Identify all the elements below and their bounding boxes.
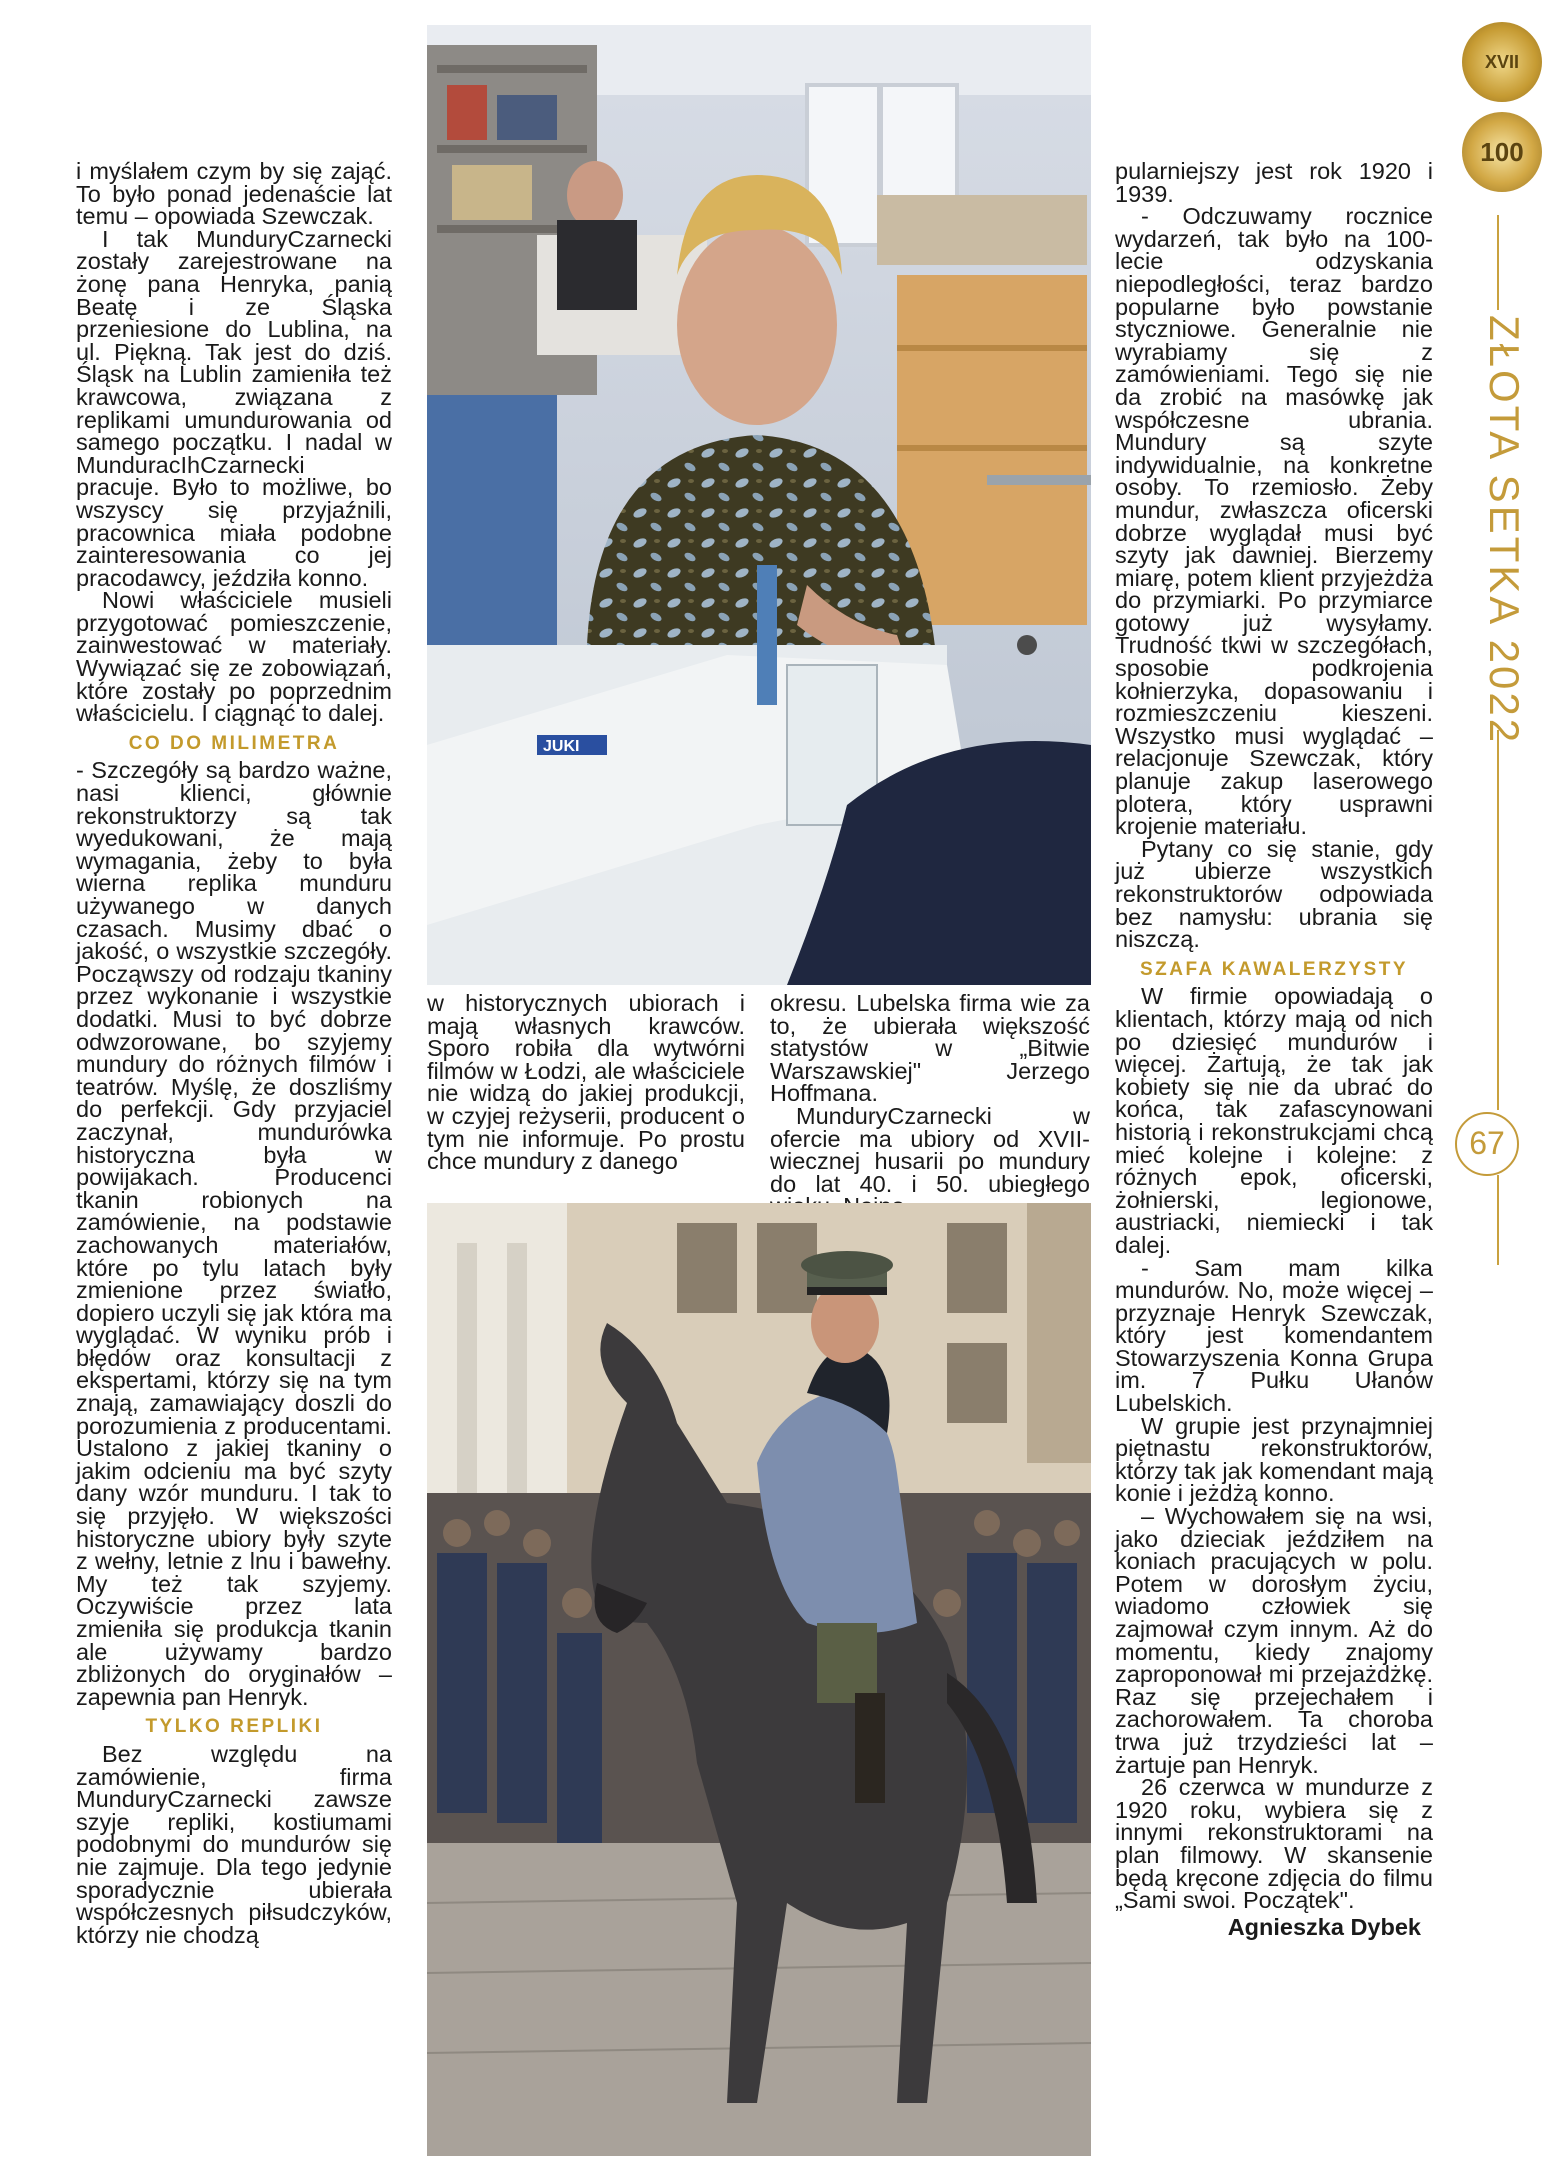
horse-rider-photo xyxy=(427,1203,1091,2156)
badge-top-text: XVII xyxy=(1484,52,1519,72)
article-column-4 xyxy=(1115,160,1433,1938)
paragraph: I tak MunduryCzarnecki zostały zarejestrowane na żonę pana Henryka, panią Beatę i ze Śląska przeniesione do Lublina, na ul. Piękną. Tak jest do dziś. Śląsk na Lublin zamieniła też krawcowa, związana z replikami umundurowania od samego początku. I nadal w MunduracIhCzarnecki pracuje. Było to możliwe, bo wszyscy się przyjaźnili, pracownica miała podobne zainteresowania co jej pracodawcy, jeździła konno. xyxy=(76,225,392,591)
paragraph: pularniejszy jest rok 1920 i 1939. xyxy=(1115,158,1433,207)
margin-rule-top xyxy=(1497,215,1499,310)
paragraph: - Szczegóły są bardzo ważne, nasi klienci, głównie rekonstruktorzy są tak wyedukowani, że mają wymagania, żeby to była wierna replika munduru używanego w danych czasach. Musimy dbać o jakość, o wszystkie szczegóły. Począwszy od rodzaju tkaniny przez wykonanie i wszystkie dodatki. Musi to być dobrze odwzorowane, bo szyjemy mundury do różnych filmów i teatrów. Myślę, że doszliśmy do perfekcji. Gdy przyjaciel zaczynał, mundurówka historyczna była w powijakach. Producenci tkanin robionych na zamówienie, na podstawie zachowanych materiałów, które po tylu latach były zmienione przez światło, dopiero uczyli się jak która ma wyglądać. W wyniku prób i błędów oraz konsultacji z ekspertami, którzy się na tym znają, zamawiający doszli do porozumienia z producentami. Ustalono z jakiej tkaniny o jakim odcieniu ma być szyty dany wzór munduru. I tak to się przyjęło. W większości historyczne ubiory były szyte z wełny, letnie z lnu i bawełny. My też tak szyjemy. Oczywiście przez lata zmieniła się produkcja tkanin ale używamy bardzo zbliżonych do oryginałów – zapewnia pan Henryk. xyxy=(76,757,392,1710)
section-heading: CO DO MILIMETRA xyxy=(128,732,340,754)
badge-laurel-icon xyxy=(1462,22,1542,102)
svg-text:JUKI: JUKI xyxy=(543,738,580,755)
paragraph: - Sam mam kilka mundurów. No, może więcej – przyznaje Henryk Szewczak, który jest komendantem Stowarzyszenia Konna Grupa im. 7 Pułku Ułanów Lubelskich. xyxy=(1115,1254,1433,1417)
paragraph: W firmie opowiadają o klientach, którzy mają od nich po dziesięć mundurów i więcej. Żartują, że tak jak kobiety się nie da ubrać do końca, tak zafascynowani historią i rekonstrukcjami chcą mieć kolejne i kolejne: z różnych epok, oficerski, żołnierski, legionowe, austriacki, niemiecki i tak dalej. xyxy=(1115,983,1433,1258)
article-column-3 xyxy=(770,992,1090,1218)
paragraph: Nowi właściciele musieli przygotować pomieszczenie, zainwestować w materiały. Wywiązać się ze zobowiązań, które zostały po poprzednim właścicielu. I ciągnąć to dalej. xyxy=(76,587,392,727)
paragraph: – Wychowałem się na wsi, jako dzieciak jeździłem na koniach pracujących w polu. Potem w dorosłym życiu, wiadomo człowiek się zajmował czym innym. Aż do momentu, kiedy znajomy zaproponował mi przejażdżkę. Raz się przejechałem i zachorowałem. Ta choroba trwa już trzydzieści lat – żartuje pan Henryk. xyxy=(1115,1503,1433,1778)
badge-bottom-text: 100 xyxy=(1480,137,1524,167)
page-number: 67 xyxy=(1455,1112,1519,1176)
margin-rule-middle xyxy=(1497,730,1499,1110)
section-heading: TYLKO REPLIKI xyxy=(145,1716,323,1738)
paragraph: okresu. Lubelska firma wie za to, że ubierała większość statystów w „Bitwie Warszawskiej" Jerzego Hoffmana. xyxy=(770,990,1090,1107)
article-column-2 xyxy=(427,992,745,1173)
paragraph: - Odczuwamy rocznice wydarzeń, tak było na 100-lecie odzyskania niepodległości, teraz bardzo popularne było powstanie styczniowe. Generalnie nie wyrabiamy się z zamówieniami. Tego się nie da zrobić na masówkę jak współczesne ubrania. Mundury są szyte indywidualnie, na konkretne osoby. To rzemiosło. Żeby mundur, zwłaszcza oficerski dobrze wyglądał musi być szyty jak dawniej. Bierzemy miarę, potem klient przyjeżdża do przymiarki. Po przymiarce gotowy już wysyłamy. Trudność tkwi w szczegółach, sposobie podkrojenia kołnierzyka, dopasowaniu i rozmieszczeniu kieszeni. Wszystko musi wyglądać – relacjonuje Szewczak, który planuje zakup laserowego plotera, który usprawni krojenie materiału. xyxy=(1115,203,1433,840)
section-title-vertical: ZŁOTA SETKA 2022 xyxy=(1481,315,1528,746)
author-signature: Agnieszka Dybek xyxy=(1227,1913,1421,1940)
article-column-1 xyxy=(76,160,392,1946)
paragraph: Bez względu na zamówienie, firma MunduryCzarnecki zawsze szyje repliki, kostiumami podobnymi do mundurów się nie zajmuje. Dla tego jedynie sporadycznie ubierała współczesnych piłsudczyków, którzy nie chodzą xyxy=(76,1740,392,1948)
paragraph: i myślałem czym by się zająć. To było ponad jedenaście lat temu – opowiada Szewczak. xyxy=(76,158,392,230)
margin-rule-bottom xyxy=(1497,1175,1499,1265)
paragraph: MunduryCzarnecki w ofercie ma ubiory od XVII-wiecznej husarii po mundury do lat 40. i 50. ubiegłego xyxy=(770,1102,1090,1197)
paragraph: w historycznych ubiorach i mają własnych krawców. Sporo robiła dla wytwórni filmów w Łodzi, ale właściciele nie widzą do jakiej produkcji, w czyjej reżyserii, producent o tym nie informuje. Po prostu chce mundury z danego xyxy=(427,990,745,1175)
paragraph: W grupie jest przynajmniej piętnastu rekonstruktorów, którzy tak jak komendant mają konie i jeżdżą konno. xyxy=(1115,1412,1433,1507)
paragraph: Pytany co się stanie, gdy już ubierze wszystkich rekonstruktorów odpowiada bez namysłu: ubrania się niszczą. xyxy=(1115,835,1433,953)
section-heading: SZAFA KAWALERZYSTY xyxy=(1139,958,1409,980)
golden-hundred-icon xyxy=(1462,112,1542,192)
paragraph: 26 czerwca w mundurze z 1920 roku, wybiera się z innymi rekonstruktorami na plan filmowy. W skansenie będą kręcone zdjęcia do filmu „Sami swoi. Początek". xyxy=(1115,1774,1433,1914)
seamstress-photo xyxy=(427,25,1091,985)
